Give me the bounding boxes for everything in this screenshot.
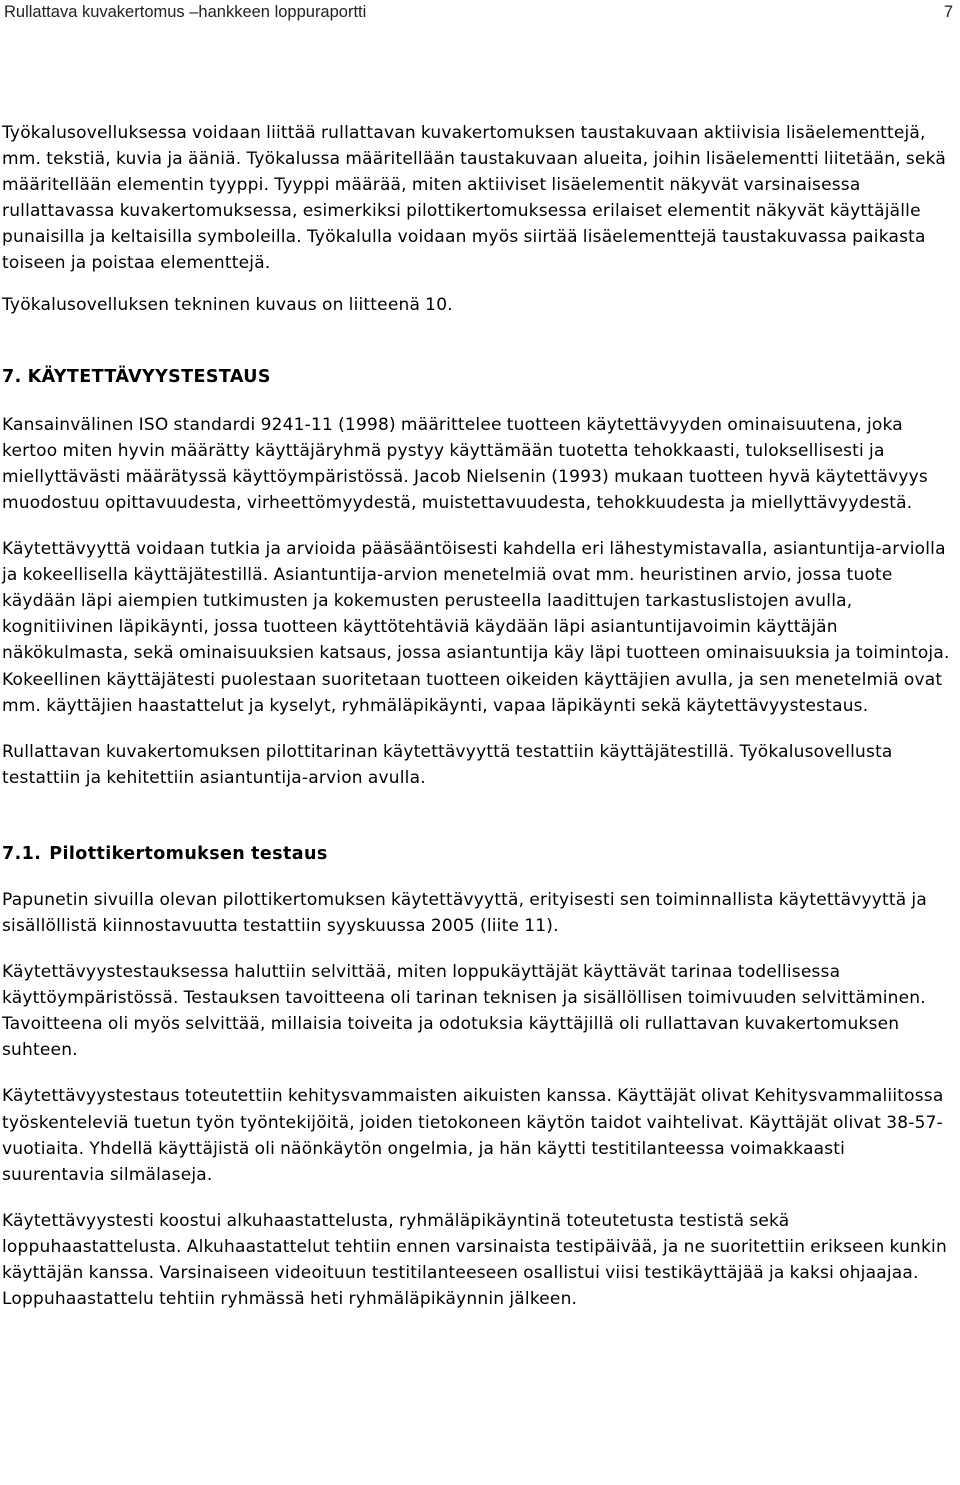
page-number: 7: [943, 3, 953, 21]
section-title: KÄYTETTÄVYYSTESTAUS: [27, 366, 271, 387]
paragraph-pilot-tested: Rullattavan kuvakertomuksen pilottitarinan käytettävyyttä testattiin käyttäjätestillä. Työkalusovellusta testattiin ja kehitettiin asiantuntija-arvion avulla.: [2, 741, 893, 788]
paragraph-test-structure: Käytettävyystesti koostui alkuhaastattelusta, ryhmäläpikäyntinä toteutetusta testistä sekä loppuhaastattelusta. Alkuhaastattelut tehtiin ennen varsinaista testipäivää, ja ne suoritettiin erikseen kunkin käyttäjän kanssa. Varsinaiseen videoituun testitilanteeseen osallistui viisi testikäyttäjää ja kaksi ohjaajaa. Loppuhaastattelu tehtiin ryhmässä heti ryhmäläpikäynnin jälkeen.: [2, 1210, 947, 1310]
paragraph-testing-goals: Käytettävyystestauksessa haluttiin selvittää, miten loppukäyttäjät käyttävät tarinaa todellisessa käyttöympäristössä. Testauksen tavoitteena oli tarinan teknisen ja sisällöllisen toimivuuden selvittäminen. Tavoitteena oli myös selvittää, millaisia toiveita ja odotuksia käyttäjillä oli rullattavan kuvakertomuksen suhteen.: [2, 962, 926, 1061]
subsection-number: 7.1.: [2, 843, 42, 864]
paragraph-technical-appendix: Työkalusovelluksen tekninen kuvaus on liitteenä 10.: [2, 294, 453, 315]
running-header: [4, 1, 960, 23]
paragraph-evaluation-methods: Käytettävyyttä voidaan tutkia ja arvioida pääsääntöisesti kahdella eri lähestymistavalla, asiantuntija-arviolla ja kokeellisella käyttäjätestillä. Asiantuntija-arvion menetelmiä ovat mm. heuristinen arvio, jossa tuote käydään läpi aiempien tutkimusten ja kokemusten perusteella laadittujen tarkastuslistojen avulla, kognitiivinen läpikäynti, jossa tuotteen käyttötehtäviä käydään läpi asiantuntijavoimin käyttäjän näkökulmasta, sekä ominaisuuksien katsaus, jossa asiantuntija käy läpi tuotteen ominaisuuksia ja toimintoja. Kokeellinen käyttäjätesti puolestaan suoritetaan tuotteen oikeiden käyttäjien avulla, ja sen menetelmiä ovat mm. käyttäjien haastattelut ja kyselyt, ryhmäläpikäynti, vapaa läpikäynti sekä käytettävyystestaus.: [2, 539, 950, 716]
paragraph-tool-description: Työkalusovelluksessa voidaan liittää rullattavan kuvakertomuksen taustakuvaan aktiivisia lisäelementtejä, mm. tekstiä, kuvia ja ääniä. Työkalussa määritellään taustakuvaan alueita, joihin lisäelementti liitetään, sekä määritellään elementin tyyppi. Tyyppi määrää, miten aktiiviset lisäelementit näkyvät varsinaisessa rullattavassa kuvakertomuksessa, esimerkiksi pilottikertomuksessa erilaiset elementit näkyvät käyttäjälle punaisilla ja keltaisilla symboleilla. Työkalulla voidaan myös siirtää lisäelementtejä taustakuvassa paikasta toiseen ja poistaa elementtejä.: [2, 123, 947, 274]
subsection-heading-pilot-testing: [2, 841, 952, 867]
report-title: Rullattava kuvakertomus –hankkeen loppuraportti: [4, 3, 367, 21]
section-heading-usability-testing: [2, 364, 952, 390]
paragraph-iso-standard: Kansainvälinen ISO standardi 9241-11 (1998) määrittelee tuotteen käytettävyyden ominaisuutena, joka kertoo miten hyvin määrätty käyttäjäryhmä pystyy käyttämään tuotetta tehokkaasti, tuloksellisesti ja miellyttävästi määrätyssä käyttöympäristössä. Jacob Nielsenin (1993) mukaan tuotteen hyvä käytettävyys muodostuu opittavuudesta, virheettömyydestä, muistettavuudesta, tehokkuudesta ja miellyttävyydestä.: [2, 414, 928, 513]
document-body: [2, 120, 952, 1312]
paragraph-papunet-testing: Papunetin sivuilla olevan pilottikertomuksen käytettävyyttä, erityisesti sen toiminnallista käytettävyyttä ja sisällöllistä kiinnostavuutta testattiin syyskuussa 2005 (liite 11).: [2, 889, 927, 936]
subsection-title: Pilottikertomuksen testaus: [49, 843, 328, 864]
paragraph-test-users: Käytettävyystestaus toteutettiin kehitysvammaisten aikuisten kanssa. Käyttäjät olivat Kehitysvammaliitossa työskenteleviä tuetun työn työntekijöitä, joiden tietokoneen käytön taidot vaihtelivat. Käyttäjät olivat 38-57-vuotiaita. Yhdellä käyttäjistä oli näönkäytön ongelmia, ja hän käytti testitilanteessa voimakkaasti suurentavia silmälaseja.: [2, 1086, 944, 1185]
section-number: 7.: [2, 366, 22, 387]
